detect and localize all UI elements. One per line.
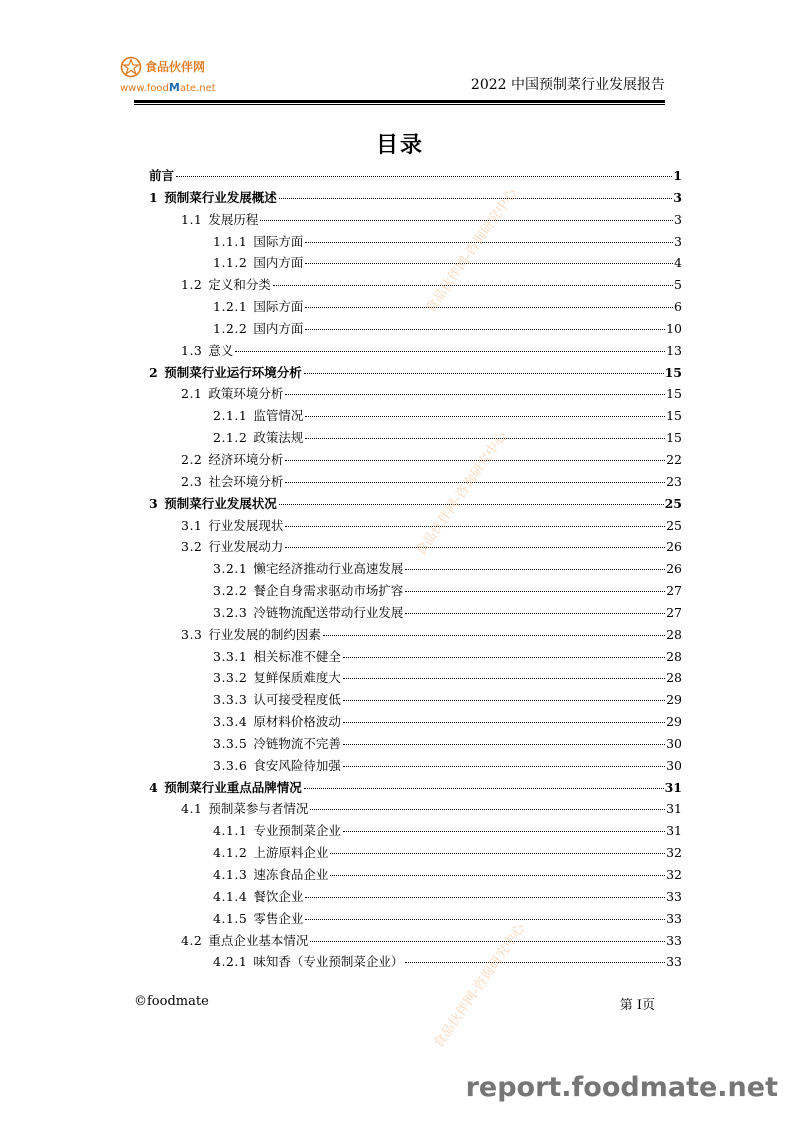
toc-entry-title: 定义和分类 — [208, 277, 271, 293]
toc-entry-number: 4.1.1 — [213, 823, 248, 839]
toc-entry-title: 餐饮企业 — [253, 888, 304, 904]
toc-entry-number: 1 — [149, 189, 159, 205]
toc-entry-number: 4.1.3 — [213, 867, 248, 882]
toc-leader-dots — [285, 533, 665, 548]
toc-leader-dots — [310, 795, 665, 810]
toc-leader-dots — [405, 948, 665, 963]
toc-leader-dots — [273, 271, 673, 286]
toc-entry-number: 3.2.1 — [213, 561, 248, 577]
toc-leader-dots — [304, 359, 664, 374]
toc-entry-page: 15 — [666, 430, 682, 446]
toc-leader-dots — [305, 905, 665, 920]
toc-entry-page: 33 — [666, 888, 682, 904]
toc-leader-dots — [285, 512, 665, 527]
toc-entry-number: 3.2 — [181, 539, 203, 555]
toc-entry-title: 预制菜行业运行环境分析 — [164, 364, 302, 380]
toc-entry-page: 31 — [666, 823, 682, 839]
toc-leader-dots — [405, 577, 665, 592]
toc-entry-title: 上游原料企业 — [253, 845, 329, 861]
toc-entry-number: 3.3.6 — [213, 757, 248, 773]
toc-leader-dots — [285, 380, 665, 395]
toc-leader-dots — [310, 927, 665, 942]
toc-leader-dots — [304, 774, 664, 789]
toc-entry-title: 预制菜行业发展概述 — [164, 189, 277, 205]
toc-entry-page: 30 — [666, 735, 682, 751]
toc-leader-dots — [405, 555, 665, 570]
toc-leader-dots — [343, 664, 665, 679]
toc-entry-number: 4.1.2 — [213, 845, 248, 861]
toc-entry-title: 政策法规 — [253, 430, 304, 446]
toc-entry-title: 监管情况 — [253, 408, 304, 424]
logo-url-m: M — [168, 81, 180, 94]
toc-entry-number: 4.1.4 — [213, 888, 248, 904]
toc-entry-title: 行业发展动力 — [208, 539, 284, 555]
header-rule — [134, 100, 665, 103]
toc-leader-dots — [305, 293, 673, 308]
toc-entry-title: 专业预制菜企业 — [253, 823, 341, 839]
toc-entry-page: 28 — [666, 648, 682, 664]
toc-entry-title: 发展历程 — [208, 211, 259, 227]
toc-entry-title: 零售企业 — [253, 910, 304, 926]
toc-entry-page: 29 — [666, 692, 682, 708]
toc-entry-title: 经济环境分析 — [208, 451, 284, 467]
toc-entry-page: 25 — [664, 495, 682, 511]
toc-entry-page: 6 — [674, 299, 682, 315]
toc-entry-number: 3.1 — [181, 517, 203, 533]
toc-leader-dots — [235, 337, 665, 352]
toc-leader-dots — [305, 402, 665, 417]
toc-entry-number: 1.1 — [181, 211, 203, 227]
toc-entry-page: 3 — [674, 233, 682, 249]
toc-entry-title: 国内方面 — [253, 255, 304, 271]
toc-entry-number: 3.3.1 — [213, 648, 248, 664]
toc-entry-number: 3.3.5 — [213, 735, 248, 751]
toc-entry-page: 15 — [666, 386, 682, 402]
toc-entry-page: 26 — [666, 539, 682, 555]
toc-entry-number: 1.2.2 — [213, 320, 248, 336]
toc-entry-title: 行业发展的制约因素 — [208, 626, 321, 642]
toc-entry-title: 餐企自身需求驱动市场扩容 — [253, 583, 404, 599]
toc-leader-dots — [343, 752, 665, 767]
toc-entry-title: 国际方面 — [253, 233, 304, 249]
toc-entry-number: 1.2 — [181, 277, 203, 293]
toc-entry-number: 1.2.1 — [213, 299, 248, 315]
toc-entry-page: 5 — [674, 277, 682, 293]
toc-entry-number: 2.2 — [181, 451, 203, 467]
toc-entry-title: 国内方面 — [253, 320, 304, 336]
watermark-text: 食品伙伴网-咨询研究中心 — [413, 429, 511, 559]
toc-entry-title: 认可接受程度低 — [253, 692, 341, 708]
toc-leader-dots — [260, 206, 673, 221]
toc-entry-title: 速冻食品企业 — [253, 867, 329, 882]
toc-leader-dots — [343, 686, 665, 701]
logo-url-suffix: ate.net — [179, 83, 216, 94]
toc-entry-title: 行业发展现状 — [208, 517, 284, 533]
toc-entry-page: 1 — [673, 168, 682, 183]
toc-leader-dots — [323, 621, 665, 636]
toc-entry-title: 预制菜行业发展状况 — [164, 495, 277, 511]
toc-entry-number: 2.1.1 — [213, 408, 248, 424]
toc-entry-page: 31 — [666, 801, 682, 817]
logo-url — [120, 81, 216, 94]
report-title: 2022 中国预制菜行业发展报告 — [470, 77, 665, 93]
header-rule-thin — [134, 104, 665, 105]
toc-entry-title: 前言 — [149, 168, 175, 183]
toc-entry-number: 3.2.2 — [213, 583, 248, 599]
toc-title: 目录 — [375, 132, 424, 158]
toc-entry-title: 冷链物流不完善 — [253, 735, 341, 751]
logo-chinese-name: 食品伙伴网 — [145, 60, 206, 74]
toc-entry-page: 28 — [666, 670, 682, 686]
toc-entry-title: 食安风险待加强 — [253, 757, 341, 773]
toc-entry-page: 29 — [666, 714, 682, 730]
toc-entry-page: 10 — [666, 320, 682, 336]
toc-entry-number: 4 — [149, 779, 159, 795]
toc-entry-number: 4.2.1 — [213, 954, 248, 970]
toc-leader-dots — [405, 599, 665, 614]
site-watermark-url: report.foodmate.net — [465, 1072, 778, 1103]
toc-entry-number: 3.3 — [181, 626, 203, 642]
toc-entry-title: 社会环境分析 — [208, 473, 284, 489]
toc-entry-page: 15 — [664, 364, 682, 380]
toc-entry-number: 3.3.3 — [213, 692, 248, 708]
watermark-text: 食品伙伴网-咨询研究中心 — [423, 186, 521, 316]
watermark-text: 食品伙伴网-咨询研究中心 — [431, 921, 529, 1051]
toc-entry-page: 28 — [666, 626, 682, 642]
toc-leader-dots — [343, 730, 665, 745]
toc-entry-number: 4.2 — [181, 932, 203, 948]
toc-entry-number: 3.3.2 — [213, 670, 248, 686]
toc-entry-number: 2.1 — [181, 386, 203, 402]
toc-entry-title: 懒宅经济推动行业高速发展 — [253, 561, 404, 577]
toc-entry-page: 33 — [666, 932, 682, 948]
toc-entry-title: 味知香（专业预制菜企业） — [253, 954, 404, 970]
toc-entry-page: 26 — [666, 561, 682, 577]
toc-leader-dots — [176, 162, 672, 177]
toc-entry-number: 1.1.1 — [213, 233, 248, 249]
toc-entry-page: 33 — [666, 954, 682, 970]
toc-entry-title: 预制菜参与者情况 — [208, 801, 309, 817]
toc-entry-page: 13 — [666, 342, 682, 358]
toc-entry-number: 4.1 — [181, 801, 203, 817]
toc-leader-dots — [343, 708, 665, 723]
toc-entry-number: 2.1.2 — [213, 430, 248, 446]
toc-entry-number: 1.3 — [181, 342, 203, 358]
toc-entry-title: 相关标准不健全 — [253, 648, 341, 664]
toc-entry-page: 23 — [666, 473, 682, 489]
toc-entry-number: 1.1.2 — [213, 255, 248, 271]
toc-entry-page: 4 — [674, 255, 682, 271]
toc-entry-page: 31 — [664, 779, 682, 795]
toc-leader-dots — [279, 184, 673, 199]
toc-leader-dots — [330, 839, 665, 854]
footer-copyright: ©foodmate — [134, 994, 209, 1009]
toc-entry-number: 3.3.4 — [213, 714, 248, 730]
toc-entry-title: 政策环境分析 — [208, 386, 284, 402]
toc-entry-title: 冷链物流配送带动行业发展 — [253, 604, 404, 620]
toc-leader-dots — [305, 249, 673, 264]
toc-entry-page: 3 — [674, 211, 682, 227]
toc-entry-page: 22 — [666, 451, 682, 467]
toc-leader-dots — [343, 643, 665, 658]
logo-url-prefix: www.food — [120, 83, 169, 94]
toc-leader-dots — [305, 424, 665, 439]
toc-leader-dots — [285, 446, 665, 461]
toc-leader-dots — [305, 228, 673, 243]
toc-entry-title: 复鲜保质难度大 — [253, 670, 341, 686]
toc-entry-page: 25 — [666, 517, 682, 533]
toc-entry-number: 2 — [149, 364, 159, 380]
toc-entry-page: 30 — [666, 757, 682, 773]
toc-entry-page: 27 — [666, 583, 682, 599]
logo-star-icon — [120, 56, 142, 78]
toc-leader-dots — [305, 315, 665, 330]
toc-entry-page: 32 — [666, 845, 682, 861]
toc-entry-title: 原材料价格波动 — [253, 714, 341, 730]
toc-entry-title: 意义 — [208, 342, 234, 358]
toc-entry-number: 4.1.5 — [213, 910, 248, 926]
foodmate-logo[interactable] — [120, 56, 230, 98]
toc-entry-page: 33 — [666, 910, 682, 926]
toc-entry-page: 15 — [666, 408, 682, 424]
toc-leader-dots — [279, 490, 664, 505]
toc-entry-title: 预制菜行业重点品牌情况 — [164, 779, 302, 795]
toc-leader-dots — [305, 883, 665, 898]
toc-entry-number: 3 — [149, 495, 159, 511]
toc-entry-number: 2.3 — [181, 473, 203, 489]
toc-entry-page: 32 — [666, 867, 682, 882]
toc-entry[interactable] — [149, 951, 682, 973]
toc-entry-title: 国际方面 — [253, 299, 304, 315]
toc-entry-page: 27 — [666, 604, 682, 620]
toc-leader-dots — [343, 817, 665, 832]
toc-leader-dots — [330, 861, 665, 876]
toc-entry-page: 3 — [673, 189, 682, 205]
toc-leader-dots — [285, 468, 665, 483]
toc-entry-number: 3.2.3 — [213, 604, 248, 620]
table-of-contents — [149, 165, 682, 973]
footer-page-number: 第 I页 — [619, 998, 655, 1013]
toc-entry-title: 重点企业基本情况 — [208, 932, 309, 948]
